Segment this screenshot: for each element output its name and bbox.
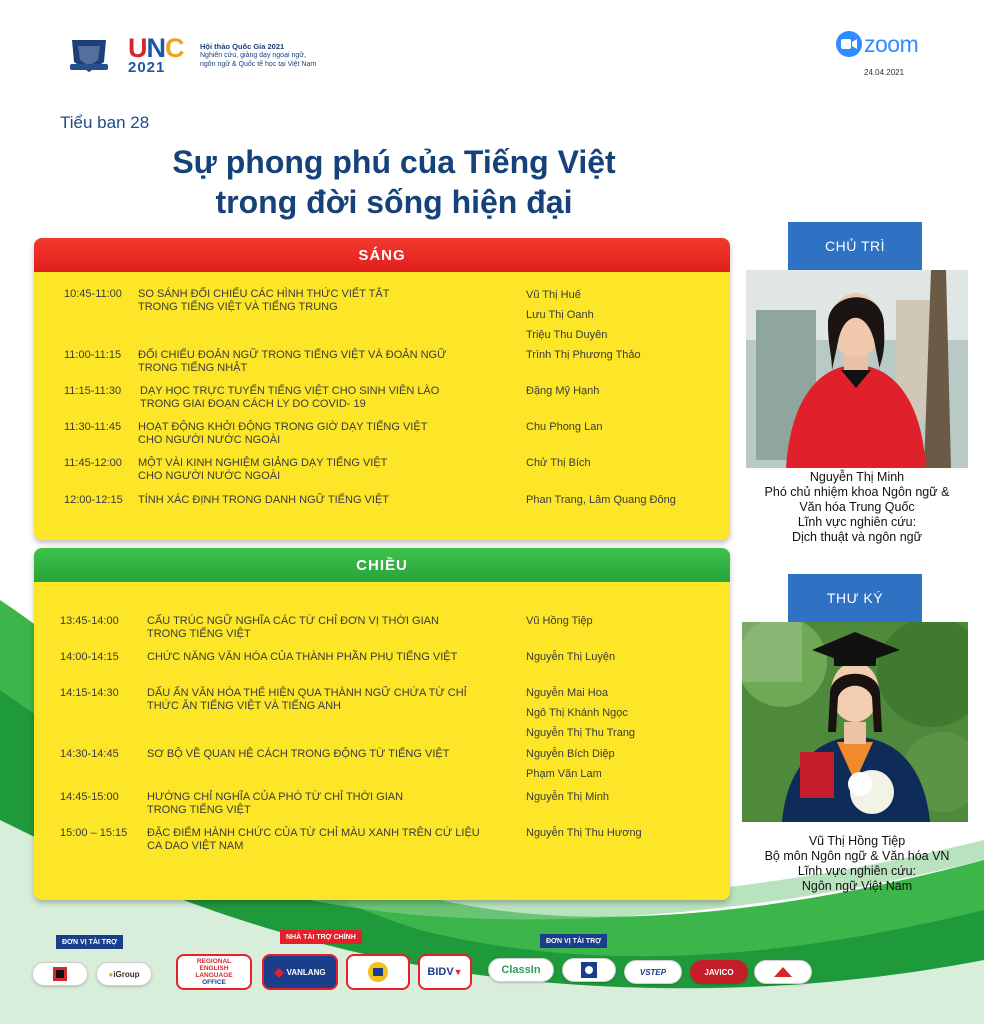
chair-field-label: Lĩnh vực nghiên cứu:	[797, 515, 917, 529]
afternoon-schedule-panel	[34, 548, 730, 900]
emblem-icon	[367, 961, 389, 983]
secretary-info	[742, 834, 972, 894]
sponsor-logo-igroup	[96, 962, 152, 986]
seal-icon	[581, 962, 597, 978]
bidv-mark-icon: ▼	[453, 967, 463, 977]
sponsor-tag-main: NHÀ TÀI TRỢ CHÍNH	[280, 930, 362, 944]
session-speakers: Trình Thị Phương Thảo	[526, 349, 641, 361]
last-sponsor-icon	[772, 965, 794, 979]
bidv-label: BIDV	[427, 966, 454, 978]
chair-role-label: CHỦ TRÌ	[788, 222, 922, 270]
sponsor-logo-vstep: VSTEP	[624, 960, 682, 984]
title-line-2: trong đời sống hiện đại	[215, 184, 573, 220]
chair-position-line-1: Phó chủ nhiệm khoa Ngôn ngữ &	[764, 485, 950, 499]
chair-name: Nguyễn Thị Minh	[809, 470, 905, 484]
session-topic: HƯỚNG CHỈ NGHĨA CỦA PHÓ TỪ CHỈ THỜI GIAN TRONG TIẾNG VIỆT	[147, 791, 404, 816]
igroup-label: iGroup	[113, 969, 140, 979]
event-date: 24.04.2021	[864, 68, 905, 77]
session-speakers: Nguyễn Thị Minh	[526, 791, 609, 803]
conference-title: Hội thảo Quốc Gia 2021	[200, 42, 285, 51]
session-time: 15:00 – 15:15	[60, 827, 128, 839]
zoom-logo	[836, 30, 936, 58]
session-time: 11:00-11:15	[64, 349, 122, 361]
session-speakers: Phan Trang, Lâm Quang Đông	[526, 494, 676, 506]
session-topic: HOẠT ĐỘNG KHỞI ĐỘNG TRONG GIỜ DẠY TIẾNG VIỆT CHO NGƯỜI NƯỚC NGOÀI	[138, 421, 428, 446]
unc-year: 2021	[128, 59, 166, 76]
secretary-photo	[742, 622, 968, 822]
sponsor-1-icon	[53, 967, 67, 981]
session-topic: DẤU ẤN VĂN HÓA THỂ HIỆN QUA THÀNH NGỮ CHỨA TỪ CHỈ THỨC ĂN TIẾNG VIỆT VÀ TIẾNG ANH	[147, 687, 467, 712]
session-topic: CẤU TRÚC NGỮ NGHĨA CÁC TỪ CHỈ ĐƠN VỊ THỜI GIAN TRONG TIẾNG VIỆT	[147, 615, 439, 640]
secretary-name: Vũ Thị Hồng Tiệp	[808, 834, 906, 848]
session-time: 14:15-14:30	[60, 687, 119, 699]
vanlang-shield-icon: ◆	[274, 965, 284, 979]
unc-2021-logo	[128, 33, 192, 76]
session-speakers: Đặng Mỹ Hạnh	[526, 385, 600, 397]
session-time: 14:30-14:45	[60, 748, 119, 760]
session-speakers: Nguyễn Mai Hoa Ngô Thị Khánh Ngọc Nguyễn Thị Thu Trang	[526, 687, 636, 739]
session-speakers: Nguyễn Thị Luyện	[526, 651, 616, 663]
sponsor-logo-javico: JAVICO	[690, 960, 748, 984]
session-topic: MỘT VÀI KINH NGHIỆM GIẢNG DẠY TIẾNG VIỆT CHO NGƯỜI NƯỚC NGOÀI	[138, 457, 388, 482]
subpanel-label: Tiểu ban 28	[60, 113, 150, 132]
session-time: 14:00-14:15	[60, 651, 119, 663]
igroup-dot-icon: ●	[108, 969, 114, 979]
chair-position-line-2: Văn hóa Trung Quốc	[799, 500, 915, 514]
conference-text	[200, 42, 340, 69]
session-topic: ĐẶC ĐIỂM HÀNH CHỨC CỦA TỪ CHỈ MÀU XANH TRÊN CỨ LIỆU CA DAO VIỆT NAM	[147, 827, 480, 852]
morning-header: SÁNG	[34, 238, 730, 272]
afternoon-header: CHIỀU	[34, 548, 730, 582]
sponsor-logo-1	[32, 962, 88, 986]
title-line-1: Sự phong phú của Tiếng Việt	[172, 144, 616, 180]
session-topic: CHỨC NĂNG VĂN HÓA CỦA THÀNH PHẦN PHỤ TIẾNG VIỆT	[147, 651, 458, 663]
sponsor-logo-classin: ClassIn	[488, 958, 554, 982]
chair-info	[742, 470, 972, 545]
page-title	[60, 142, 728, 222]
session-time: 12:00-12:15	[64, 494, 123, 506]
secretary-position: Bộ môn Ngôn ngữ & Văn hóa VN	[764, 849, 950, 863]
session-topic: DẠY HỌC TRỰC TUYẾN TIẾNG VIỆT CHO SINH VIÊN LÀO TRONG GIAI ĐOẠN CÁCH LY DO COVID- 19	[140, 385, 440, 410]
university-crest-logo	[68, 36, 110, 74]
secretary-field: Ngôn ngữ Việt Nam	[801, 879, 913, 893]
session-topic: ĐỐI CHIẾU ĐOẢN NGỮ TRONG TIẾNG VIỆT VÀ ĐOẢN NGỮ TRONG TIẾNG NHẬT	[138, 349, 447, 374]
morning-schedule-panel	[34, 238, 730, 540]
session-time: 11:15-11:30	[64, 385, 122, 397]
session-speakers: Chử Thị Bích	[526, 457, 591, 469]
unc-letters: UNC	[128, 33, 184, 63]
vanlang-label: VANLANG	[286, 967, 326, 977]
session-speakers: Vũ Hồng Tiệp	[526, 615, 593, 627]
session-speakers: Nguyễn Thị Thu Hương	[526, 827, 642, 839]
sponsor-tag-left: ĐƠN VỊ TÀI TRỢ	[56, 935, 123, 949]
sponsor-tag-right: ĐƠN VỊ TÀI TRỢ	[540, 934, 607, 948]
sponsor-logo-relo: REGIONAL ENGLISH LANGUAGE OFFICE	[176, 954, 252, 990]
sponsor-logo-seal	[562, 958, 616, 982]
chair-photo	[746, 270, 968, 468]
session-speakers: Nguyễn Bích Diệp Phạm Văn Lam	[526, 748, 615, 780]
session-time: 11:30-11:45	[64, 421, 122, 433]
secretary-field-label: Lĩnh vực nghiên cứu:	[797, 864, 917, 878]
sponsor-logo-last	[754, 960, 812, 984]
session-time: 14:45-15:00	[60, 791, 119, 803]
secretary-role-label: THƯ KÝ	[788, 574, 922, 622]
session-speakers: Chu Phong Lan	[526, 421, 603, 433]
sponsor-logo-bidv	[418, 954, 472, 990]
sponsor-logo-emblem	[346, 954, 410, 990]
session-time: 10:45-11:00	[64, 288, 122, 300]
sponsor-logo-vanlang	[262, 954, 338, 990]
session-topic: SƠ BỘ VỀ QUAN HỆ CÁCH TRONG ĐỘNG TỪ TIẾNG VIỆT	[147, 748, 450, 760]
session-topic: TÍNH XÁC ĐỊNH TRONG DANH NGỮ TIẾNG VIỆT	[138, 494, 390, 506]
session-speakers: Vũ Thị Huế Lưu Thị Oanh Triệu Thu Duyên	[526, 289, 608, 341]
zoom-camera-icon	[836, 31, 862, 57]
session-topic: SO SÁNH ĐỐI CHIẾU CÁC HÌNH THỨC VIẾT TẮT TRONG TIẾNG VIỆT VÀ TIẾNG TRUNG	[138, 288, 390, 313]
chair-field: Dịch thuật và ngôn ngữ	[792, 530, 922, 544]
zoom-wordmark: zoom	[864, 30, 919, 57]
conference-line-3: ngôn ngữ & Quốc tế học tại Việt Nam	[200, 61, 317, 68]
session-time: 11:45-12:00	[64, 457, 122, 469]
session-time: 13:45-14:00	[60, 615, 119, 627]
conference-line-2: Nghiên cứu, giảng dạy ngoại ngữ,	[200, 52, 306, 59]
